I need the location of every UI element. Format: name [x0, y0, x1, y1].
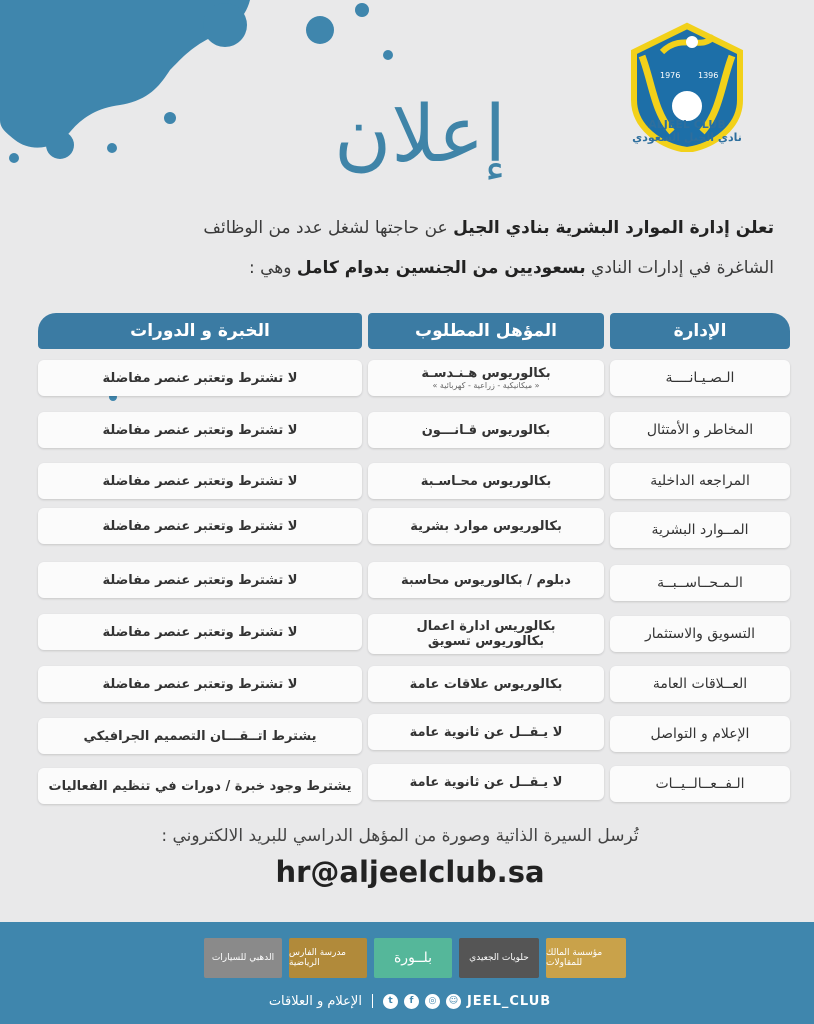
- page-title: إعلان: [333, 90, 507, 180]
- row-4-department: المــوارد البشرية: [610, 512, 790, 548]
- logo-year-right: 1396: [698, 71, 719, 80]
- intro-line-1: [34, 218, 774, 238]
- row-1-qualification-sub: « ميكانيكية - زراعية - كهربائية »: [432, 381, 540, 390]
- intro-line-2: [34, 258, 774, 278]
- logo-year-left: 1976: [660, 71, 681, 80]
- row-9-qualification: لا يـقــل عن ثانوية عامة: [368, 764, 604, 800]
- row-6-experience: لا تشترط وتعتبر عنصر مفاضلة: [38, 614, 362, 650]
- row-2-department: المخاطر و الأمتثال: [610, 412, 790, 448]
- instagram-icon[interactable]: ◎: [425, 994, 440, 1009]
- footer-dept-label: الإعلام و العلاقات: [268, 993, 362, 1009]
- intro-line-2-start: الشاغرة في إدارات النادي: [585, 258, 774, 278]
- header-department: الإدارة: [610, 313, 790, 349]
- row-6-department: التسويق والاستثمار: [610, 616, 790, 652]
- row-1-qualification-main: بكالوريوس هـنـدسـة: [421, 366, 551, 381]
- sponsor-5-logo: مؤسسة المالك للمقاولات: [546, 938, 626, 978]
- row-6-qualification-line-2: بكالوريوس تسويق: [427, 634, 545, 649]
- intro-line-1-bold: تعلن إدارة الموارد البشرية بنادي الجيل: [453, 218, 774, 238]
- row-8-department: الإعلام و التواصل: [610, 716, 790, 752]
- row-4-qualification: بكالوريوس موارد بشرية: [368, 508, 604, 544]
- row-1-qualification: [368, 360, 604, 396]
- logo-name-en: ALJEEL CLUB: [648, 118, 726, 131]
- row-3-qualification: بكالوريوس محـاسـبة: [368, 463, 604, 499]
- row-2-experience: لا تشترط وتعتبر عنصر مفاضلة: [38, 412, 362, 448]
- facebook-icon[interactable]: f: [404, 994, 419, 1009]
- row-6-qualification: [368, 614, 604, 654]
- row-1-department: الـصـيـانــــة: [610, 360, 790, 396]
- row-7-experience: لا تشترط وتعتبر عنصر مفاضلة: [38, 666, 362, 702]
- logo-name-ar: نادي الجيل السعودي: [632, 131, 742, 144]
- intro-line-1-rest: عن حاجتها لشغل عدد من الوظائف: [203, 218, 454, 238]
- intro-line-2-bold: بسعوديين من الجنسين بدوام كامل: [296, 258, 586, 278]
- row-5-department: الـمـحــاســبــة: [610, 565, 790, 601]
- row-2-qualification: بكالوريوس قـانـــون: [368, 412, 604, 448]
- row-1-experience: لا تشترط وتعتبر عنصر مفاضلة: [38, 360, 362, 396]
- snapchat-icon[interactable]: ☺: [446, 994, 461, 1009]
- sponsor-2-logo: مدرسة الفارس الرياضية: [289, 938, 367, 978]
- row-9-department: الـفــعــالــيــات: [610, 766, 790, 802]
- intro-line-2-end: وهي :: [248, 258, 297, 278]
- sponsor-1-logo: الدهبي للسيارات: [204, 938, 282, 978]
- row-9-experience: يشترط وجود خبرة / دورات في تنظيم الفعاليات: [38, 768, 362, 804]
- footer-handle[interactable]: JEEL_CLUB: [466, 993, 552, 1009]
- header-experience: الخبرة و الدورات: [38, 313, 362, 349]
- twitter-icon[interactable]: t: [383, 994, 398, 1009]
- row-7-department: العــلاقات العامة: [610, 666, 790, 702]
- row-8-experience: يشترط اتــقـــان التصميم الجرافيكي: [38, 718, 362, 754]
- sponsor-3-logo: بلــورة: [374, 938, 452, 978]
- row-7-qualification: بكالوريوس علاقات عامة: [368, 666, 604, 702]
- footer-divider: [372, 994, 373, 1008]
- row-8-qualification: لا يـقــل عن ثانوية عامة: [368, 714, 604, 750]
- row-3-experience: لا تشترط وتعتبر عنصر مفاضلة: [38, 463, 362, 499]
- row-5-qualification: دبلوم / بكالوريوس محاسبة: [368, 562, 604, 598]
- social-bar: [250, 990, 570, 1012]
- row-3-department: المراجعه الداخلية: [610, 463, 790, 499]
- header-qualification: المؤهل المطلوب: [368, 313, 604, 349]
- cv-instructions: تُرسل السيرة الذاتية وصورة من المؤهل الدراسي للبريد الالكتروني :: [161, 826, 639, 846]
- row-5-experience: لا تشترط وتعتبر عنصر مفاضلة: [38, 562, 362, 598]
- row-4-experience: لا تشترط وتعتبر عنصر مفاضلة: [38, 508, 362, 544]
- row-6-qualification-line-1: بكالوريس ادارة اعمال: [416, 619, 556, 634]
- sponsor-4-logo: حلويات الجعيدي: [459, 938, 539, 978]
- contact-email-link[interactable]: hr@aljeelclub.sa: [275, 855, 545, 889]
